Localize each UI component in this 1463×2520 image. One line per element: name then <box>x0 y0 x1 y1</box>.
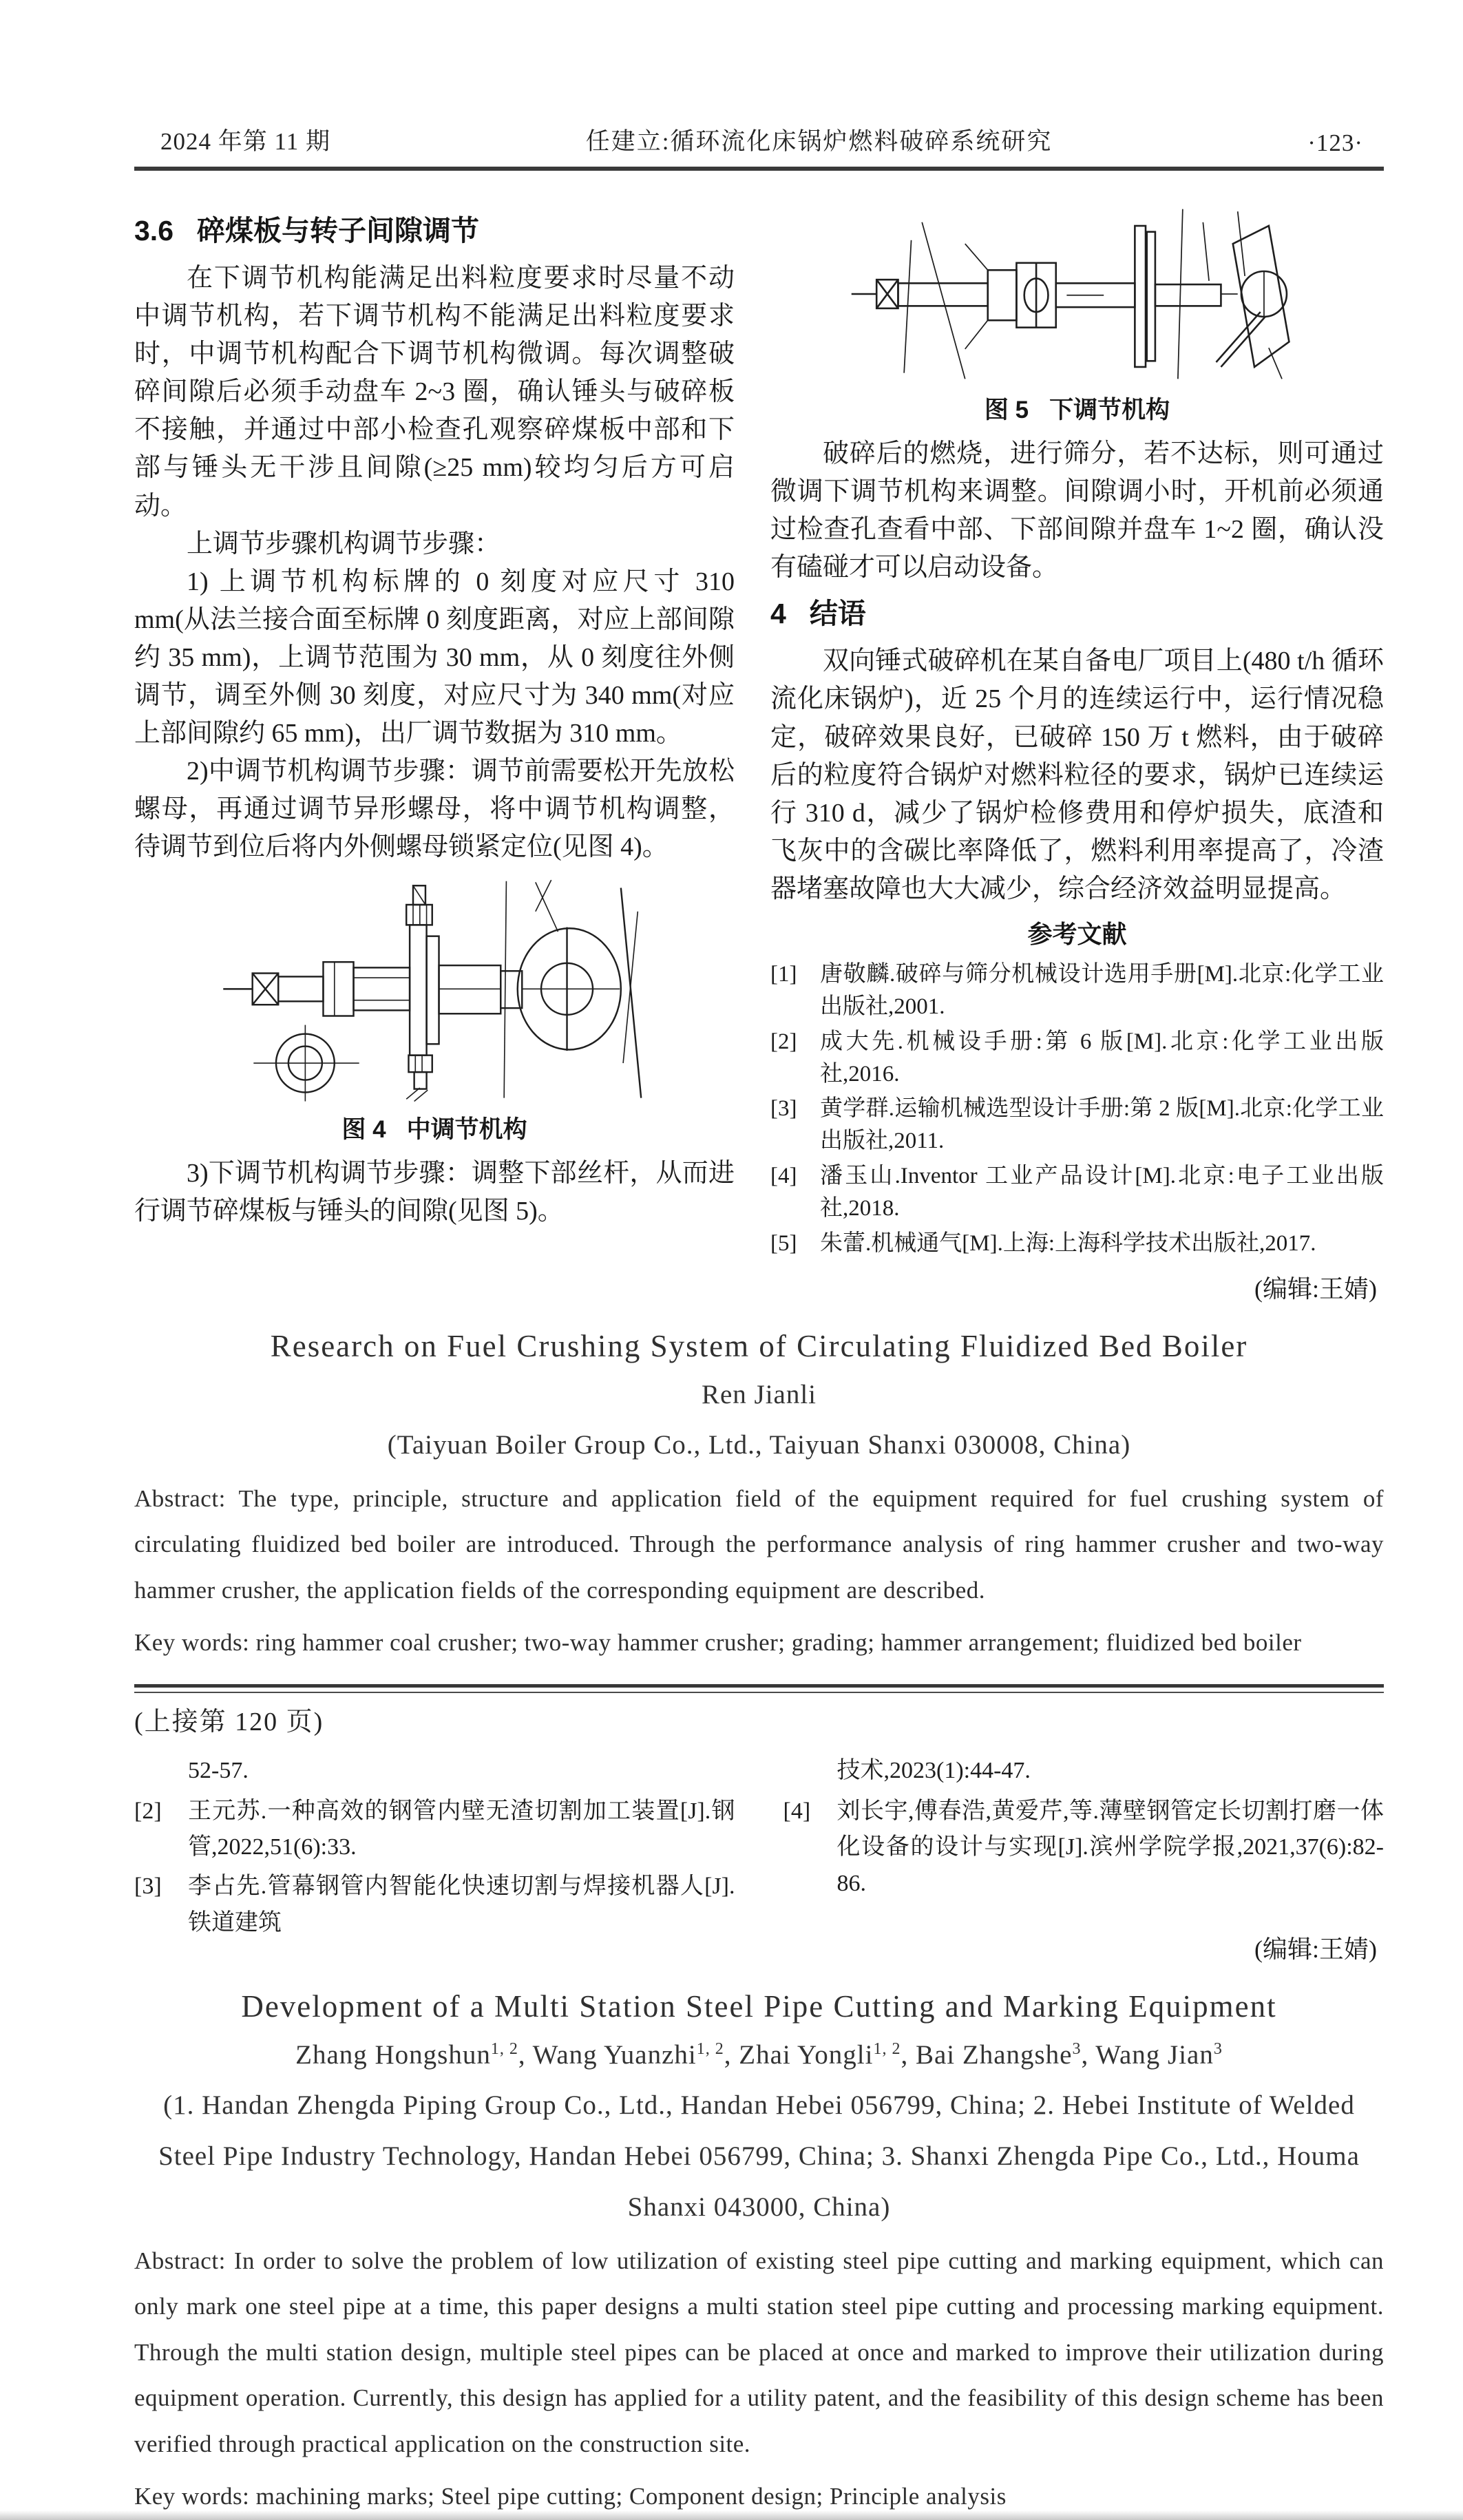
english-keywords-1 <box>134 1620 1384 1666</box>
author: Zhai Yongli$^{1, 2}$, <box>739 2039 916 2070</box>
paragraph-steps-intro: 上调节步骤机构调节步骤： <box>187 529 501 558</box>
author-affiliation-sup: 1, 2 <box>873 2039 901 2058</box>
keywords-text: ring hammer coal crusher; two-way hammer crusher; grading; hammer arrangement; fluidized bed boiler <box>255 1629 1302 1657</box>
figure4-title: 中调节机构 <box>406 1115 527 1143</box>
abstract-text: The type, principle, structure and application field of the equipment required for fuel crushing system of circulating fluidized bed boiler are introduced. Through the performance analysis of ring hammer crusher and two-way hammer crusher, the application fields of the corresponding equipment are described. <box>134 1484 1384 1604</box>
paragraph-after-fig5: 破碎后的燃烧，进行筛分，若不达标，则可通过微调下调节机构来调整。间隙调小时，开机前必须通过检查孔查看中部、下部间隙并盘车 1~2 圈，确认没有磕碰才可以启动设备。 <box>770 439 1384 582</box>
abstract-text: In order to solve the problem of low utilization of existing steel pipe cutting and marking equipment, which can only mark one steel pipe at a time, this paper designs a multi station steel pipe cutting and processing marking equipment. Through the multi station design, multiple steel pipes can be placed at once and marked to improve their utilization during equipment operation. Currently, this design has applied for a utility patent, and the feasibility of this design scheme has been verified through practical application on the construction site. <box>134 2247 1384 2457</box>
reference-text: 王元苏.一种高效的钢管内壁无渣切割加工装置[J].钢管,2022,51(6):33. <box>188 1798 735 1860</box>
right-column <box>770 204 1384 1305</box>
author: Zhang Hongshun$^{1, 2}$, <box>295 2039 533 2070</box>
author: Wang Jian$^3$ <box>1095 2039 1223 2070</box>
reference-number: [5] <box>770 1230 797 1256</box>
carryover-text: 52-57. <box>188 1757 249 1783</box>
english-affiliation-1: (Taiyuan Boiler Group Co., Ltd., Taiyuan Shanxi 030008, China) <box>387 1429 1131 1460</box>
reference-item <box>134 1794 735 1866</box>
abstract-label: Abstract: <box>134 2247 226 2274</box>
middle-adjustment-mechanism-diagram <box>221 876 648 1104</box>
reference-text: 李占先.管幕钢管内智能化快速切割与焊接机器人[J].铁道建筑 <box>188 1873 735 1935</box>
reference-text: 潘玉山.Inventor 工业产品设计[M].北京:电子工业出版社,2018. <box>820 1164 1384 1221</box>
editor-note: (编辑:王婧) <box>1254 1935 1377 1963</box>
english-abstract-block-2 <box>134 1988 1384 2520</box>
keywords-text: machining marks; Steel pipe cutting; Component design; Principle analysis <box>255 2483 1007 2510</box>
author-affiliation-sup: 3 <box>1213 2039 1223 2058</box>
reference-number: [3] <box>134 1873 162 1899</box>
reference-text: 朱蕾.机械通气[M].上海:上海科学技术出版社,2017. <box>820 1230 1316 1256</box>
reference-item <box>770 1026 1384 1091</box>
section-divider-rule <box>134 1684 1384 1693</box>
english-authors-2 <box>134 2039 1384 2070</box>
section-3-6-heading <box>134 208 735 249</box>
figure5-caption <box>770 391 1384 426</box>
left-column <box>134 204 735 1305</box>
paragraph-step1: 1) 上调节机构标牌的 0 刻度对应尺寸 310 mm(从法兰接合面至标牌 0 刻度距离，对应上部间隙约 35 mm)，上调节范围为 30 mm，从 0 刻度往外侧调节，调至外侧 30 刻度，对应尺寸为 340 mm(对应上部间隙约 65 mm)，出厂调节数据为 310 mm。 <box>134 567 735 748</box>
english-abstract-2 <box>134 2238 1384 2468</box>
editor-note: (编辑:王婧) <box>1254 1274 1377 1303</box>
page-header <box>134 123 1384 167</box>
figure-4 <box>134 876 735 1145</box>
reference-text: 唐敬麟.破碎与筛分机械设计选用手册[M].北京:化学工业出版社,2001. <box>820 962 1384 1019</box>
reference-item <box>134 1869 735 1941</box>
page-number: ·123· <box>1307 129 1363 156</box>
author: Wang Yuanzhi$^{1, 2}$, <box>532 2039 739 2070</box>
continuation-columns <box>134 1753 1384 1965</box>
figure4-caption <box>134 1111 735 1145</box>
reference-item <box>770 1228 1384 1260</box>
paragraph-step2: 2)中调节机构调节步骤：调节前需要松开先放松螺母，再通过调节异形螺母，将中调节机构调整，待调节到位后将内外侧螺母锁紧定位(见图 4)。 <box>134 757 735 862</box>
section-title: 结语 <box>809 598 866 630</box>
reference-number: [1] <box>770 962 797 987</box>
continuation-left-column <box>134 1753 735 1965</box>
scan-bottom-edge <box>0 2510 1463 2520</box>
reference-number: [3] <box>770 1096 797 1122</box>
header-rule <box>134 167 1384 171</box>
author: Bai Zhangshe$^3$, <box>915 2039 1096 2070</box>
author-affiliation-sup: 1, 2 <box>696 2039 724 2058</box>
english-affiliation-2: (1. Handan Zhengda Piping Group Co., Ltd., Handan Hebei 056799, China; 2. Hebei Institute of Welded Steel Pipe Industry Technology, Handan Hebei 056799, China; 3. Shanxi Zhengda Pipe Co., Ltd., Houma Shanxi 043000, China) <box>158 2090 1360 2222</box>
journal-issue: 2024 年第 11 期 <box>160 128 330 155</box>
english-abstract-block-1 <box>134 1328 1384 1666</box>
english-title-1: Research on Fuel Crushing System of Circulating Fluidized Bed Boiler <box>270 1328 1248 1363</box>
reference-number: [2] <box>770 1029 797 1054</box>
continuation-section <box>134 1700 1384 1965</box>
reference-item <box>783 1794 1385 1902</box>
paragraph-intro: 在下调节机构能满足出料粒度要求时尽量不动中调节机构，若下调节机构不能满足出料粒度要求时，中调节机构配合下调节机构微调。每次调整破碎间隙后必须手动盘车 2~3 圈，确认锤头与破碎板不接触，并通过中部小检查孔观察碎煤板中部和下部与锤头无干涉且间隙(≥25 mm)较均匀后方可启动。 <box>134 264 735 521</box>
references-title: 参考文献 <box>1027 920 1127 949</box>
figure-5 <box>770 204 1384 426</box>
keywords-label: Key words: <box>134 2483 250 2510</box>
article-body <box>134 204 1384 1305</box>
reference-number: [4] <box>783 1798 811 1824</box>
figure5-label: 图 5 <box>984 397 1029 423</box>
paragraph-conclusion: 双向锤式破碎机在某自备电厂项目上(480 t/h 循环流化床锅炉)，近 25 个月的连续运行中，运行情况稳定，破碎效果良好，已破碎 150 万 t 燃料，由于破碎后的粒度符合锅炉对燃料粒径的要求，锅炉已连续运行 310 d，减少了锅炉检修费用和停炉损失，底渣和飞灰中的含碳比率降低了，燃料利用率提高了，冷渣器堵塞故障也大大减少，综合经济效益明显提高。 <box>770 647 1384 903</box>
figure4-label: 图 4 <box>341 1115 386 1143</box>
english-author-1: Ren Jianli <box>701 1379 817 1409</box>
carryover-text: 技术,2023(1):44-47. <box>836 1757 1031 1783</box>
section-number: 4 <box>770 598 786 630</box>
continuation-right-column <box>783 1753 1385 1965</box>
figure5-title: 下调节机构 <box>1049 397 1170 423</box>
reference-text: 黄学群.运输机械选型设计手册:第 2 版[M].北京:化学工业出版社,2011. <box>820 1096 1384 1154</box>
reference-text: 成大先.机械设手册:第 6 版[M].北京:化学工业出版社,2016. <box>820 1029 1384 1086</box>
abstract-label: Abstract: <box>134 1484 226 1512</box>
paragraph-step3: 3)下调节机构调节步骤：调整下部丝杆，从而进行调节碎煤板与锤头的间隙(见图 5)。 <box>134 1158 735 1226</box>
continuation-note: (上接第 120 页) <box>134 1707 324 1736</box>
english-abstract-1 <box>134 1476 1384 1614</box>
reference-number: [2] <box>134 1798 162 1824</box>
running-title: 任建立:循环流化床锅炉燃料破碎系统研究 <box>585 128 1053 155</box>
section-number: 3.6 <box>134 215 173 246</box>
section-title: 碎煤板与转子间隙调节 <box>197 215 479 246</box>
reference-item <box>770 1160 1384 1225</box>
section-4-heading <box>770 591 1384 631</box>
lower-adjustment-mechanism-diagram <box>850 204 1305 384</box>
reference-number: [4] <box>770 1164 797 1189</box>
author-affiliation-sup: 1, 2 <box>490 2039 518 2058</box>
english-title-2: Development of a Multi Station Steel Pipe Cutting and Marking Equipment <box>241 1988 1277 2024</box>
reference-item <box>770 958 1384 1023</box>
keywords-label: Key words: <box>134 1629 250 1657</box>
reference-text: 刘长宇,傅春浩,黄爱芹,等.薄壁钢管定长切割打磨一体化设备的设计与实现[J].滨州学院学报,2021,37(6):82-86. <box>836 1798 1384 1896</box>
reference-item <box>770 1093 1384 1157</box>
author-affiliation-sup: 3 <box>1072 2039 1082 2058</box>
